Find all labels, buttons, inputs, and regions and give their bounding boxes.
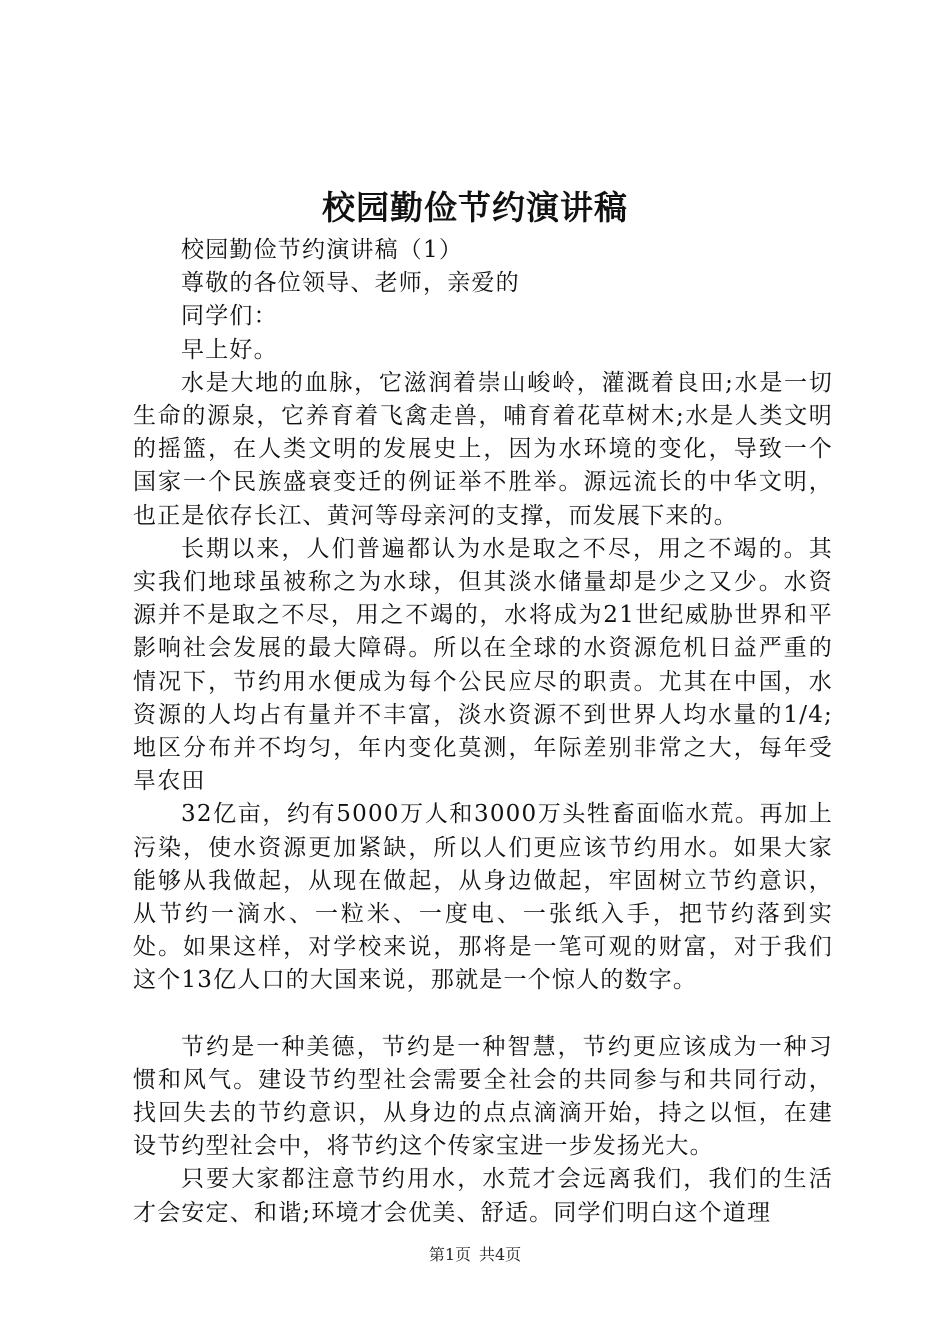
paragraph-water-scarcity: 长期以来，人们普遍都认为水是取之不尽，用之不竭的。其实我们地球虽被称之为水球，但其淡水储量却是少之又少。水资源并不是取之不尽，用之不竭的，水将成为21世纪威胁世界和平影响社会发展的最大障碍。所以在全球的水资源危机日益严重的情况下，节约用水便成为每个公民应尽的职责。尤其在中国，水资源的人均占有量并不丰富，淡水资源不到世界人均水量的1/4;地区分布并不均匀，年内变化莫测，年际差别非常之大，每年受旱农田 bbox=[133, 535, 833, 795]
paragraph-water-bloodline: 水是大地的血脉，它滋润着崇山峻岭，灌溉着良田;水是一切生命的源泉，它养育着飞禽走兽，哺育着花草树木;水是人类文明的摇篮，在人类文明的发展史上，因为水环境的变化，导致一个国家一个民族盛衰变迁的例证举不胜举。源远流长的中华文明，也正是依存长江、黄河等母亲河的支撑，而发展下来的。 bbox=[133, 369, 833, 529]
paragraph-conclusion: 只要大家都注意节约用水，水荒才会远离我们，我们的生活才会安定、和谐;环境才会优美、舒适。同学们明白这个道理 bbox=[133, 1166, 833, 1226]
paragraph-salutation-cont: 同学们： bbox=[181, 303, 278, 330]
page-number: 第1页 bbox=[428, 1245, 471, 1264]
paragraph-salutation: 尊敬的各位领导、老师，亲爱的 bbox=[181, 270, 520, 297]
paragraph-virtue: 节约是一种美德，节约是一种智慧，节约更应该成为一种习惯和风气。建设节约型社会需要全社会的共同参与和共同行动，找回失去的节约意识，从身边的点点滴滴开始，持之以恒，在建设节约型社会中，将节约这个传家宝进一步发扬光大。 bbox=[133, 1033, 833, 1160]
document-title: 校园勤俭节约演讲稿 bbox=[322, 188, 628, 227]
document-body bbox=[133, 234, 833, 1230]
paragraph-greeting: 早上好。 bbox=[181, 336, 278, 363]
paragraph-subtitle: 校园勤俭节约演讲稿（1） bbox=[181, 237, 464, 263]
paragraph-water-shortage: 32亿亩，约有5000万人和3000万头牲畜面临水荒。再加上污染，使水资源更加紧缺，所以人们更应该节约用水。如果大家能够从我做起，从现在做起，从身边做起，牢固树立节约意识，从节约一滴水、一粒米、一度电、一张纸入手，把节约落到实处。如果这样，对学校来说，那将是一笔可观的财富，对于我们这个13亿人口的大国来说，那就是一个惊人的数字。 bbox=[133, 801, 833, 994]
page-footer bbox=[0, 1244, 950, 1266]
page-total: 共4页 bbox=[479, 1245, 522, 1264]
